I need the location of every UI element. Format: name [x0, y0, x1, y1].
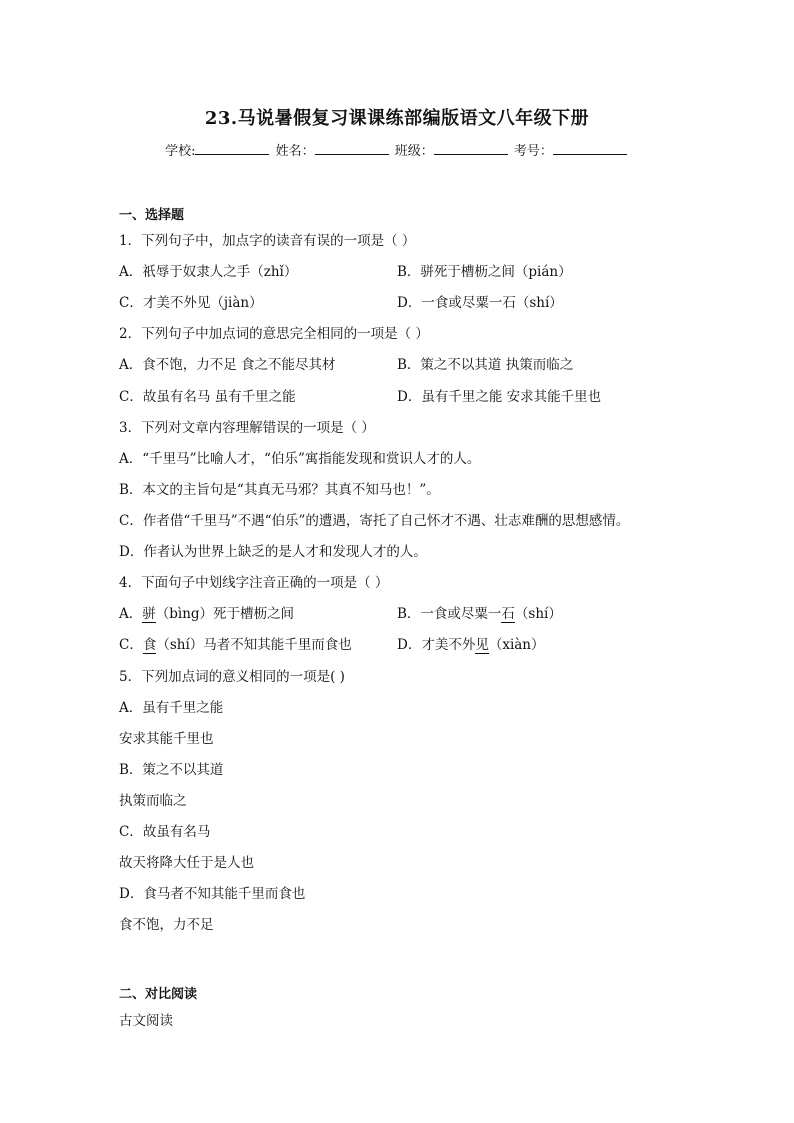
question-5-stem: 5．下列加点词的意义相同的一项是( )	[119, 669, 345, 685]
option-c-prefix: C．	[119, 637, 143, 653]
option-c-rest: （shí）马者不知其能千里而食也	[156, 637, 352, 653]
question-5-option-d-line2: 食不饱，力不足	[119, 917, 214, 933]
option-b-prefix: B．一食或尽粟一	[397, 606, 502, 622]
class-blank	[434, 142, 508, 155]
underlined-char: 见	[475, 637, 489, 653]
question-3-option-c: C．作者借“千里马”不遇“伯乐”的遭遇，寄托了自己怀才不遇、壮志难酬的思想感情。	[119, 513, 630, 529]
option-d-rest: （xiàn）	[488, 637, 545, 653]
question-4-option-c	[119, 633, 352, 653]
student-info-row	[0, 140, 794, 159]
question-2-option-b: B．策之不以其道 执策而临之	[397, 357, 574, 373]
name-blank	[315, 142, 389, 155]
underlined-char: 食	[142, 637, 157, 653]
section-heading-1: 一、选择题	[119, 208, 185, 223]
option-d-prefix: D．才美不外	[397, 637, 476, 653]
question-3-option-d: D．作者认为世界上缺乏的是人才和发现人才的人。	[119, 544, 427, 560]
option-b-rest: （shí）	[514, 606, 562, 622]
question-3-stem: 3．下列对文章内容理解错误的一项是（ ）	[119, 420, 375, 436]
question-4-option-a	[119, 602, 294, 622]
underlined-char: 石	[501, 606, 515, 622]
question-3-option-b: B．本文的主旨句是“其真无马邪？其真不知马也！”。	[119, 482, 440, 498]
question-5-option-a-line1: A．虽有千里之能	[119, 700, 224, 716]
question-1-option-a: A．祇辱于奴隶人之手（zhǐ）	[119, 264, 298, 280]
question-1-stem: 1．下列句子中，加点字的读音有误的一项是（ ）	[119, 233, 416, 249]
exam-no-blank	[553, 142, 627, 155]
question-5-option-b-line2: 执策而临之	[119, 793, 187, 809]
school-blank	[195, 142, 269, 155]
question-2-option-d: D．虽有千里之能 安求其能千里也	[397, 389, 602, 405]
question-3-option-a: A．“千里马”比喻人才，“伯乐”寓指能发现和赏识人才的人。	[119, 451, 481, 467]
question-5-option-b-line1: B．策之不以其道	[119, 762, 224, 778]
question-2-option-a: A．食不饱，力不足 食之不能尽其材	[119, 357, 336, 373]
question-1-option-c: C．才美不外见（jiàn）	[119, 295, 263, 311]
sub-heading-classical-reading: 古文阅读	[119, 1013, 173, 1029]
question-1-option-d: D．一食或尽粟一石（shí）	[397, 295, 563, 311]
question-2-stem: 2．下列句子中加点词的意思完全相同的一项是（ ）	[119, 326, 429, 342]
school-label: 学校:	[165, 144, 196, 159]
option-a-prefix: A．	[119, 606, 143, 622]
section-heading-2: 二、对比阅读	[119, 987, 198, 1002]
question-5-option-d-line1: D．食马者不知其能千里而食也	[119, 886, 306, 902]
name-label: 姓名：	[275, 144, 315, 159]
question-5-option-c-line1: C．故虽有名马	[119, 824, 211, 840]
question-4-stem: 4．下面句子中划线字注音正确的一项是（ ）	[119, 575, 389, 591]
question-4-option-d	[397, 633, 545, 653]
question-2-option-c: C．故虽有名马 虽有千里之能	[119, 389, 296, 405]
option-a-rest: （bìng）死于槽枥之间	[155, 606, 295, 622]
class-label: 班级：	[394, 144, 434, 159]
question-1-option-b: B．骈死于槽枥之间（pián）	[397, 264, 572, 280]
question-5-option-a-line2: 安求其能千里也	[119, 731, 214, 747]
question-5-option-c-line2: 故天将降大任于是人也	[119, 855, 254, 871]
exam-no-label: 考号：	[513, 144, 553, 159]
page-title: 23.马说暑假复习课课练部编版语文八年级下册	[204, 108, 590, 129]
question-4-option-b	[397, 602, 562, 622]
underlined-char: 骈	[142, 606, 156, 622]
